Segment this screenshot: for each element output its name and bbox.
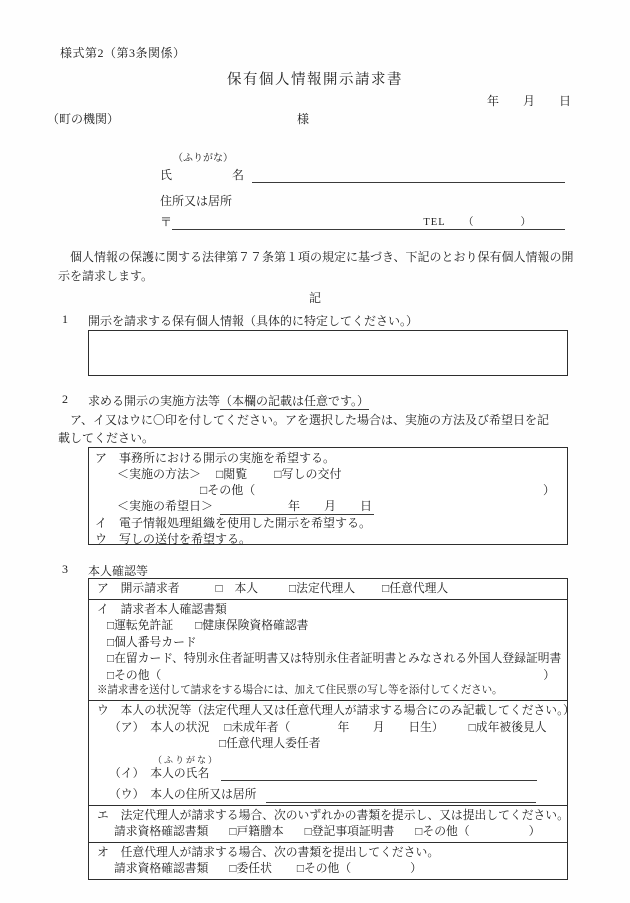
checkbox-view[interactable]: □閲覧 [216,467,248,481]
principal-status-line2 [97,735,561,752]
preamble-line1: 個人情報の保護に関する法律第７７条第１項の規定に基づき、下記のとおり保有個人情報の開 [58,250,574,264]
principal-name-line [97,765,561,782]
docs-line-1 [97,617,561,634]
desired-date-line [95,498,559,515]
checkbox-adult-ward[interactable]: □成年被後見人 [468,719,547,734]
item3-label: 本人確認等 [88,564,149,578]
furigana-label: （ふりがな） [173,153,233,164]
voluntary-rep-docs-label: 請求資格確認書類 [114,861,209,875]
checkbox-self[interactable]: □ 本人 [215,581,259,595]
item2-heading [62,392,369,409]
legal-rep-title: エ 法定代理人が請求する場合、次のいずれかの書類を提示し、又は提出してください。 [97,807,569,822]
checkbox-legal-representative[interactable]: □法定代理人 [289,581,356,595]
item2-instruction-line1: ア、イ又はウに〇印を付してください。アを選択した場合は、実施の方法及び希望日を記 [58,413,550,427]
voluntary-rep-docs-line [97,860,561,877]
table-row-principal-status [89,700,575,805]
checkbox-voluntary-delegator[interactable]: □任意代理人委任者 [219,736,321,750]
item2-instruction [58,411,618,447]
method-other-line [95,482,559,498]
preamble [58,248,618,286]
addressee-line [47,110,309,127]
table-row-identity-documents [89,599,567,701]
option-b-electronic-disclosure[interactable]: イ 電子情報処理組織を使用した開示を希望する。 [95,516,372,530]
tel-label[interactable]: TEL （ ） [423,217,532,228]
postal-row [160,213,565,230]
desired-date-label: ＜実施の希望日＞ [117,499,214,513]
address-input-line[interactable] [172,214,565,230]
mailing-note: ※請求書を送付して請求をする場合には、加えて住民票の写し等を添付してください。 [97,685,503,696]
principal-address-line [97,786,561,803]
voluntary-rep-title: オ 任意代理人が請求する場合、次の書類を提出してください。 [97,844,440,859]
legal-rep-docs-line [97,823,561,840]
desired-date-input-line[interactable]: 年 月 日 [220,498,374,515]
name-input-line[interactable] [252,167,565,183]
table-row-requester [89,579,567,599]
preamble-line2: 示を請求します。 [58,269,154,283]
item1-label: 開示を請求する保有個人情報（具体的に特定してください。） [88,314,419,328]
checkbox-voluntary-rep-other[interactable]: □その他（ ） [296,861,422,875]
item2-options-box [88,447,568,545]
name-label: 氏 名 [160,168,244,182]
docs-line-other [97,667,561,684]
principal-address-input-line[interactable] [266,788,536,803]
checkbox-minor[interactable]: □未成年者（ 年 月 日生） [224,719,444,734]
checkbox-mynumber-card[interactable]: □個人番号カード [107,634,197,649]
item1-number: 1 [62,312,68,326]
honorific-label: 様 [297,112,310,126]
checkbox-copy-delivery[interactable]: □写しの交付 [274,467,342,481]
page-title: 保有個人情報開示請求書 [227,72,403,88]
checkbox-power-of-attorney[interactable]: □委任状 [229,861,272,875]
legal-rep-docs-label: 請求資格確認書類 [114,824,209,838]
principal-address-label: （ウ） 本人の住所又は居所 [109,787,257,801]
item1-entry-box[interactable] [88,330,568,376]
checkbox-drivers-license[interactable]: □運転免許証 [107,618,174,632]
principal-status-title: ウ 本人の状況等（法定代理人又は任意代理人が請求する場合にのみ記載してください。） [97,703,575,717]
principal-status-line [97,719,561,736]
identity-docs-title: イ 請求者本人確認書類 [97,601,227,616]
name-row [160,166,565,183]
address-label: 住所又は居所 [160,194,233,208]
option-a-office-disclosure[interactable]: ア 事務所における開示の実施を希望する。 [95,451,336,465]
table-row-voluntary-rep-documents [89,842,567,879]
postal-mark: 〒 [160,215,173,229]
date-line: 年 月 日 [486,94,571,108]
table-row-legal-rep-documents [89,805,567,842]
docs-line-3 [97,650,561,667]
checkbox-method-other[interactable]: □その他（ [200,483,256,497]
principal-name-label: （イ） 本人の氏名 [109,765,210,780]
docs-line-2 [97,634,561,651]
ki-heading: 記 [308,291,321,305]
agency-label: （町の機関） [47,112,120,126]
principal-furigana-label: （ふりがな） [153,754,220,765]
applicant-block [160,149,565,230]
item2-number: 2 [62,392,68,406]
checkbox-legal-rep-other[interactable]: □その他（ ） [415,824,541,838]
checkbox-docs-other[interactable]: □その他（ [107,667,162,682]
principal-status-label: （ア） 本人の状況 [109,719,210,734]
checkbox-residence-card[interactable]: □在留カード、特別永住者証明書又は特別永住者証明書とみなされる外国人登録証明書 [107,651,562,665]
item2-label-note: （本欄の記載は任意です。） [220,394,370,408]
form-number: 様式第2（第3条関係） [60,46,186,60]
method-other-close-paren: ） [542,483,555,497]
checkbox-registration-cert[interactable]: □登記事項証明書 [304,824,395,838]
checkbox-family-register[interactable]: □戸籍謄本 [229,824,284,838]
item3-heading [62,562,148,579]
item2-instruction-line2: 載してください。 [58,431,155,445]
principal-name-input-line[interactable] [221,766,537,781]
option-c-copy-mailing[interactable]: ウ 写しの送付を希望する。 [95,532,252,546]
identity-verification-table [88,578,575,880]
checkbox-voluntary-representative[interactable]: □任意代理人 [382,581,449,595]
checkbox-health-insurance-cert[interactable]: □健康保険資格確認書 [195,618,309,632]
item2-label: 求める開示の実施方法等（本欄の記載は任意です。） [88,394,370,408]
requester-label: ア 開示請求者 [97,581,180,595]
item1-heading [62,312,418,329]
method-line [95,466,559,482]
item3-number: 3 [62,562,68,576]
method-label: ＜実施の方法＞ [117,467,202,481]
docs-other-close-paren: ） [543,667,555,682]
